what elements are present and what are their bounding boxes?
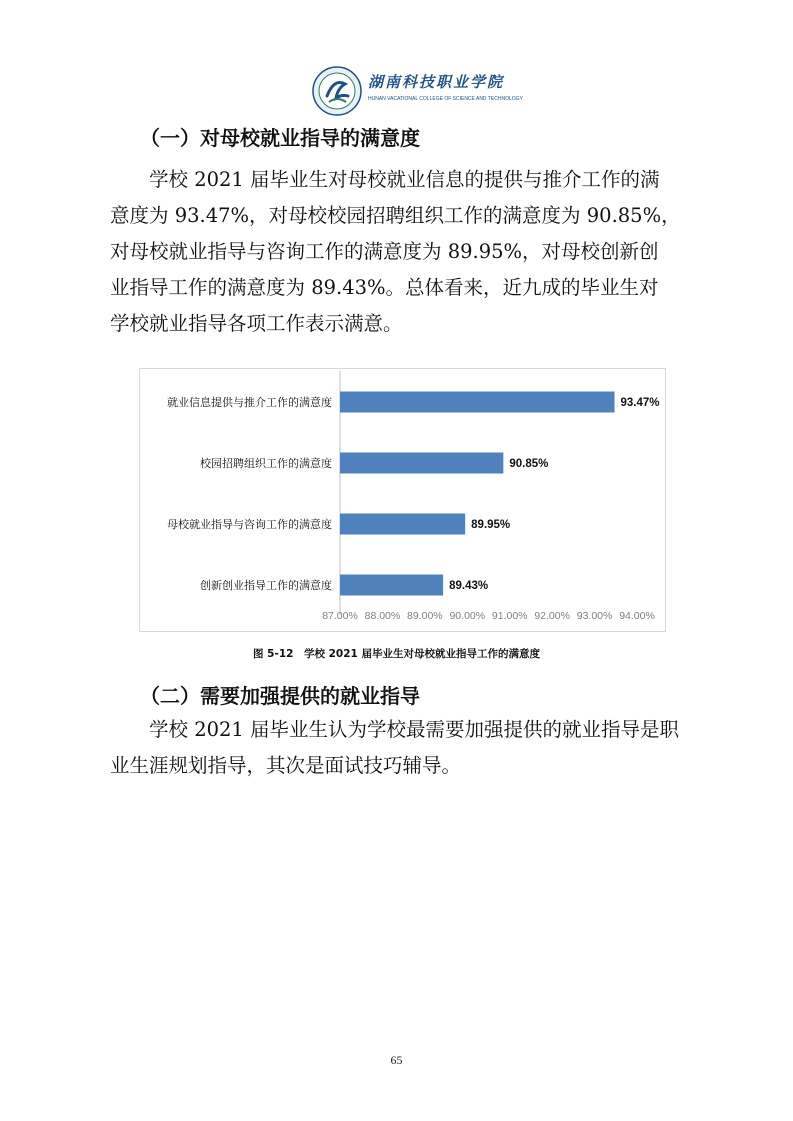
data-label: 93.47% (620, 397, 660, 409)
bar (340, 392, 615, 413)
paragraph-line: 业生涯规划指导，其次是面试技巧辅导。 (110, 754, 462, 777)
category-label: 母校就业指导与咨询工作的满意度 (167, 518, 332, 531)
category-label: 就业信息提供与推介工作的满意度 (167, 396, 332, 409)
paragraph-line: 意度为 93.47%，对母校校园招聘组织工作的满意度为 90.85%， (110, 204, 681, 227)
bar (340, 453, 503, 474)
paragraph-line: 对母校就业指导与咨询工作的满意度为 89.95%，对母校创新创 (110, 240, 659, 263)
paragraph-1 (110, 162, 681, 342)
section-heading-2: （二）需要加强提供的就业指导 (140, 684, 420, 708)
x-tick-label: 87.00% (322, 610, 358, 622)
data-label: 89.43% (449, 580, 489, 592)
section-heading-1: （一）对母校就业指导的满意度 (140, 126, 420, 150)
category-label: 创新创业指导工作的满意度 (200, 579, 332, 592)
header-logo (312, 66, 523, 116)
x-tick-label: 92.00% (534, 610, 570, 622)
paragraph-line: 业指导工作的满意度为 89.43%。总体看来，近九成的毕业生对 (110, 276, 659, 299)
paragraph-2 (110, 712, 679, 784)
x-tick-label: 88.00% (364, 610, 401, 622)
figure-caption: 图 5-12 学校 2021 届毕业生对母校就业指导工作的满意度 (253, 648, 540, 660)
x-tick-label: 90.00% (449, 610, 486, 622)
paragraph-line: 学校 2021 届毕业生认为学校最需要加强提供的就业指导是职 (110, 718, 680, 741)
satisfaction-bar-chart (139, 368, 666, 632)
school-name-cn: 湖南科技职业学院 (368, 73, 505, 91)
x-tick-label: 91.00% (491, 610, 528, 622)
category-label: 校园招聘组织工作的满意度 (200, 457, 332, 470)
page-number: 65 (390, 1053, 403, 1067)
school-emblem-icon (312, 66, 362, 116)
bar (340, 514, 465, 535)
paragraph-line: 学校就业指导各项工作表示满意。 (110, 312, 403, 335)
x-tick-label: 94.00% (619, 610, 655, 622)
data-label: 89.95% (471, 519, 511, 531)
x-tick-label: 89.00% (407, 610, 443, 622)
school-name-en: HUNAN VACATIONAL COLLEGE OF SCIENCE AND TECHNOLOGY (368, 96, 523, 102)
bar (340, 575, 443, 596)
x-tick-label: 93.00% (576, 610, 613, 622)
data-label: 90.85% (509, 458, 549, 470)
paragraph-line: 学校 2021 届毕业生对母校就业信息的提供与推介工作的满 (110, 168, 660, 191)
chart-canvas (140, 369, 665, 631)
